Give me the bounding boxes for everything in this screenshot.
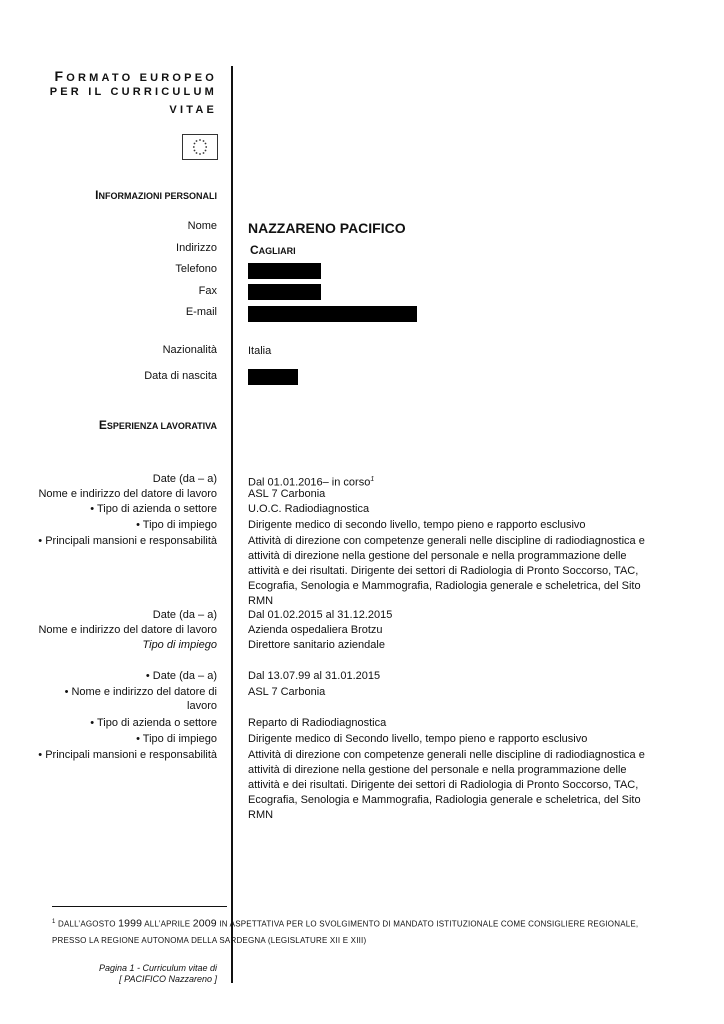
section-work-experience: ESPERIENZA LAVORATIVA — [98, 418, 217, 432]
label-email: E-mail — [185, 306, 217, 318]
redacted-fax — [248, 284, 321, 300]
job2-label-job: Tipo di impiego — [142, 639, 217, 651]
job3-type: Reparto di Radiodiagnostica — [248, 717, 387, 729]
job1-job: Dirigente medico di secondo livello, tempo pieno e rapporto esclusivo — [248, 519, 586, 531]
redacted-email — [248, 306, 417, 322]
job3-label-job: • Tipo di impiego — [136, 733, 217, 745]
column-divider — [231, 66, 233, 983]
job3-label-employer-2: lavoro — [187, 700, 217, 712]
job1-label-duties: • Principali mansioni e responsabilità — [38, 535, 217, 547]
redacted-birthdate — [248, 369, 298, 385]
footnote-separator — [52, 906, 227, 907]
job3-duties: Attività di direzione con competenze generali nelle discipline di radiodiagnostica e attività di direzione nella gestione del personale e nella programmazione delle attività e dei risultati. Dirigente dei settori di Radiologia di Pronto Soccorso, TAC, Ecografia, Senologia e Mammografia, Radiologia generale e scheletrica, del Sito RMN — [248, 749, 645, 821]
job1-type: U.O.C. Radiodiagnostica — [248, 503, 370, 515]
label-nationality: Nazionalità — [162, 344, 217, 356]
job2-employer: Azienda ospedaliera Brotzu — [248, 624, 383, 636]
section-personal-info: INFORMAZIONI PERSONALI — [95, 188, 217, 202]
job1-label-dates: Date (da – a) — [152, 473, 217, 485]
job3-label-type: • Tipo di azienda o settore — [90, 717, 217, 729]
job1-label-employer: Nome e indirizzo del datore di lavoro — [38, 488, 217, 500]
job1-label-job: • Tipo di impiego — [136, 519, 217, 531]
job3-label-duties: • Principali mansioni e responsabilità — [38, 749, 217, 761]
label-address: Indirizzo — [176, 242, 217, 254]
job3-label-employer-1: • Nome e indirizzo del datore di — [64, 686, 217, 698]
nationality-value: Italia — [248, 345, 272, 357]
job1-label-type: • Tipo di azienda o settore — [90, 503, 217, 515]
footer-page-line2: [ PACIFICO Nazzareno ] — [119, 974, 217, 984]
label-name: Nome — [187, 220, 217, 232]
footer-page-line1: Pagina 1 - Curriculum vitae di — [98, 963, 217, 973]
footnote-ref[interactable]: 1 — [370, 476, 375, 483]
job2-label-employer: Nome e indirizzo del datore di lavoro — [38, 624, 217, 636]
address-value: CAGLIARI — [250, 243, 296, 257]
cv-title-line2: PER IL CURRICULUM — [49, 86, 217, 98]
cv-title-line3: VITAE — [169, 104, 217, 116]
job2-label-dates: Date (da – a) — [152, 609, 217, 621]
job1-employer: ASL 7 Carbonia — [248, 488, 326, 500]
cv-title-line1: FORMATO EUROPEO — [54, 68, 217, 84]
person-name: NAZZARENO PACIFICO — [248, 220, 406, 236]
job1-dates: Dal 01.01.2016– in corso$^1$ — [248, 476, 375, 489]
redacted-phone — [248, 263, 321, 279]
label-fax: Fax — [198, 285, 217, 297]
job3-label-dates: • Date (da – a) — [145, 670, 217, 682]
eu-flag-icon — [182, 134, 218, 160]
job2-job: Direttore sanitario aziendale — [248, 639, 385, 651]
job1-duties: Attività di direzione con competenze generali nelle discipline di radiodiagnostica e attività di direzione nella gestione del personale e nella programmazione delle attività e dei risultati. Dirigente dei settori di Radiologia di Pronto Soccorso, TAC, Ecografia, Senologia e Mammografia, Radiologia generale e scheletrica, del Sito RMN — [248, 535, 645, 607]
label-phone: Telefono — [175, 263, 217, 275]
job2-dates: Dal 01.02.2015 al 31.12.2015 — [248, 609, 393, 621]
label-birthdate: Data di nascita — [144, 370, 217, 382]
job3-job: Dirigente medico di Secondo livello, tempo pieno e rapporto esclusivo — [248, 733, 588, 745]
job3-employer: ASL 7 Carbonia — [248, 686, 326, 698]
job3-dates: Dal 13.07.99 al 31.01.2015 — [248, 670, 381, 682]
footnote: $^1$ DALL’AGOSTO 1999 ALL’APRILE 2009 IN ASPETTATIVA PER LO SVOLGIMENTO DI MANDATO ISTITUZIONALE COME CONSIGLIERE REGIONALE, PRESSO LA REGIONE AUTONOMA DELLA SARDEGNA (LEGISLATURE XII E XIII) — [52, 917, 639, 945]
